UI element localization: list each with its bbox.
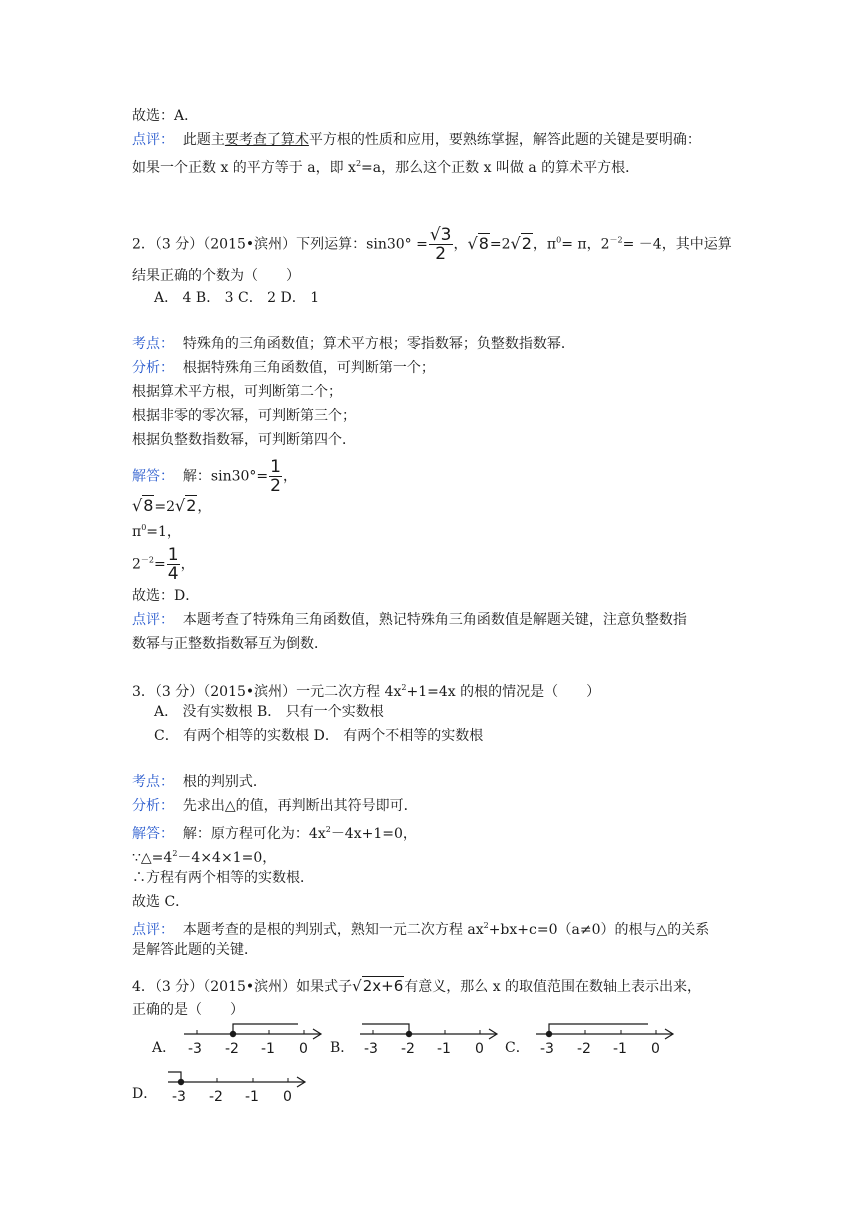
q2-jieda-1: 解答： 解：sin30°= $\frac{1}{2}$ ， [132,457,297,496]
tick-label: -1 [245,1089,259,1105]
tick-label: 0 [475,1041,484,1057]
q2-kaodian: 考点： 特殊角的三角函数值；算术平方根；零指数幂；负整数指数幂． [132,336,575,352]
option-d-label: D． [132,1086,158,1102]
q3-options-2: C． 有两个相等的实数根 D． 有两个不相等的实数根 [154,728,484,744]
tick-label: 0 [651,1041,660,1057]
tick-label: -2 [209,1089,223,1105]
q3-jieda-1: 解答： 解：原方程可化为：$4x^2-4x+1=0$， [132,825,417,842]
tick-label: -1 [437,1041,451,1057]
tick-label: -3 [188,1041,202,1057]
q2-comment-1: 点评： 本题考查了特殊角三角函数值，熟记特殊角三角函数值是解题关键，注意负整数指 [132,612,687,628]
q2-fenxi-3: 根据非零的零次幂，可判断第三个； [132,408,356,424]
tick-label: -3 [364,1041,378,1057]
sqrt3-over-2: $\frac{√3}{2}$ [429,225,452,264]
q4-stem-line2: 正确的是（ ） [132,1002,244,1018]
option-b-label: B． [330,1040,355,1056]
q3-comment-2: 是解答此题的关键． [132,942,258,958]
option-c-label: C． [505,1040,530,1056]
q2-fenxi-4: 根据负整数指数幂，可判断第四个． [132,432,356,448]
q2-stem-line1: 2．（3 分）（2015•滨州）下列运算：sin30° = $\frac{√3}{2}$ ，√8=2√2，$\pi^0= \pi$，$2^{-2}= -4$，其中运算 [132,225,732,264]
tick-label: -2 [225,1041,239,1057]
q3-answer: 故选 C． [132,894,190,910]
q3-kaodian: 考点： 根的判别式． [132,774,267,790]
q3-jieda-3: ∴方程有两个相等的实数根． [132,870,314,886]
q1-comment-line1: 点评： 此题主要考查了算术平方根的性质和应用，要熟练掌握，解答此题的关键是要明确： [132,132,701,148]
q2-jieda-4: $2^{-2}=$ $\frac{1}{4}$ ， [132,545,195,584]
q2-fenxi-1: 分析： 根据特殊角三角函数值，可判断第一个； [132,360,435,376]
tick-label: -2 [401,1041,415,1057]
option-a-label: A． [152,1040,177,1056]
q2-jieda-2: √8=2√2， [132,496,212,515]
q2-fenxi-2: 根据算术平方根，可判断第二个； [132,384,342,400]
q2-jieda-3: $\pi^0=1$， [132,523,181,540]
tick-label: 0 [299,1041,308,1057]
tick-label: -2 [577,1041,591,1057]
number-line-b [356,1018,506,1058]
q2-answer: 故选：D． [132,588,200,604]
tick-label: -1 [261,1041,275,1057]
q2-stem-line2: 结果正确的个数为（ ） [132,268,300,284]
q3-stem: 3．（3 分）（2015•滨州）一元二次方程 $4x^2+1=4x$ 的根的情况是（ ） [132,683,601,700]
tick-label: -3 [172,1089,186,1105]
q2-options: A． 4 B． 3 C． 2 D． 1 [154,290,320,306]
tick-label: 0 [283,1089,292,1105]
q3-fenxi: 分析： 先求出△的值，再判断出其符号即可． [132,798,418,814]
q1-answer: 故选：A． [132,108,199,124]
number-line-d [164,1066,314,1106]
q3-jieda-2: $\because\triangle=4^2-4\times 4\times 1=0$， [132,849,277,866]
number-line-c [532,1018,682,1058]
q3-comment-1: 点评： 本题考查的是根的判别式，熟知一元二次方程 $ax^2+bx+c=0(a\ne 0)$的根与△的关系 [132,921,710,938]
q4-stem-line1: 4．（3 分）（2015•滨州）如果式子√2x+6有意义，那么 x 的取值范围在数轴上表示出来， [132,977,702,995]
q3-options-1: A． 没有实数根 B． 只有一个实数根 [154,704,384,720]
tick-label: -3 [540,1041,554,1057]
q2-comment-2: 数幂与正整数指数幂互为倒数． [132,636,328,652]
tick-label: -1 [613,1041,627,1057]
comment-label: 点评： [132,132,174,148]
number-line-a [180,1018,330,1058]
q1-comment-line2: 如果一个正数 x 的平方等于 a，即 $x^2=a$，那么这个正数 x 叫做 a 的算术平方根． [132,159,640,176]
